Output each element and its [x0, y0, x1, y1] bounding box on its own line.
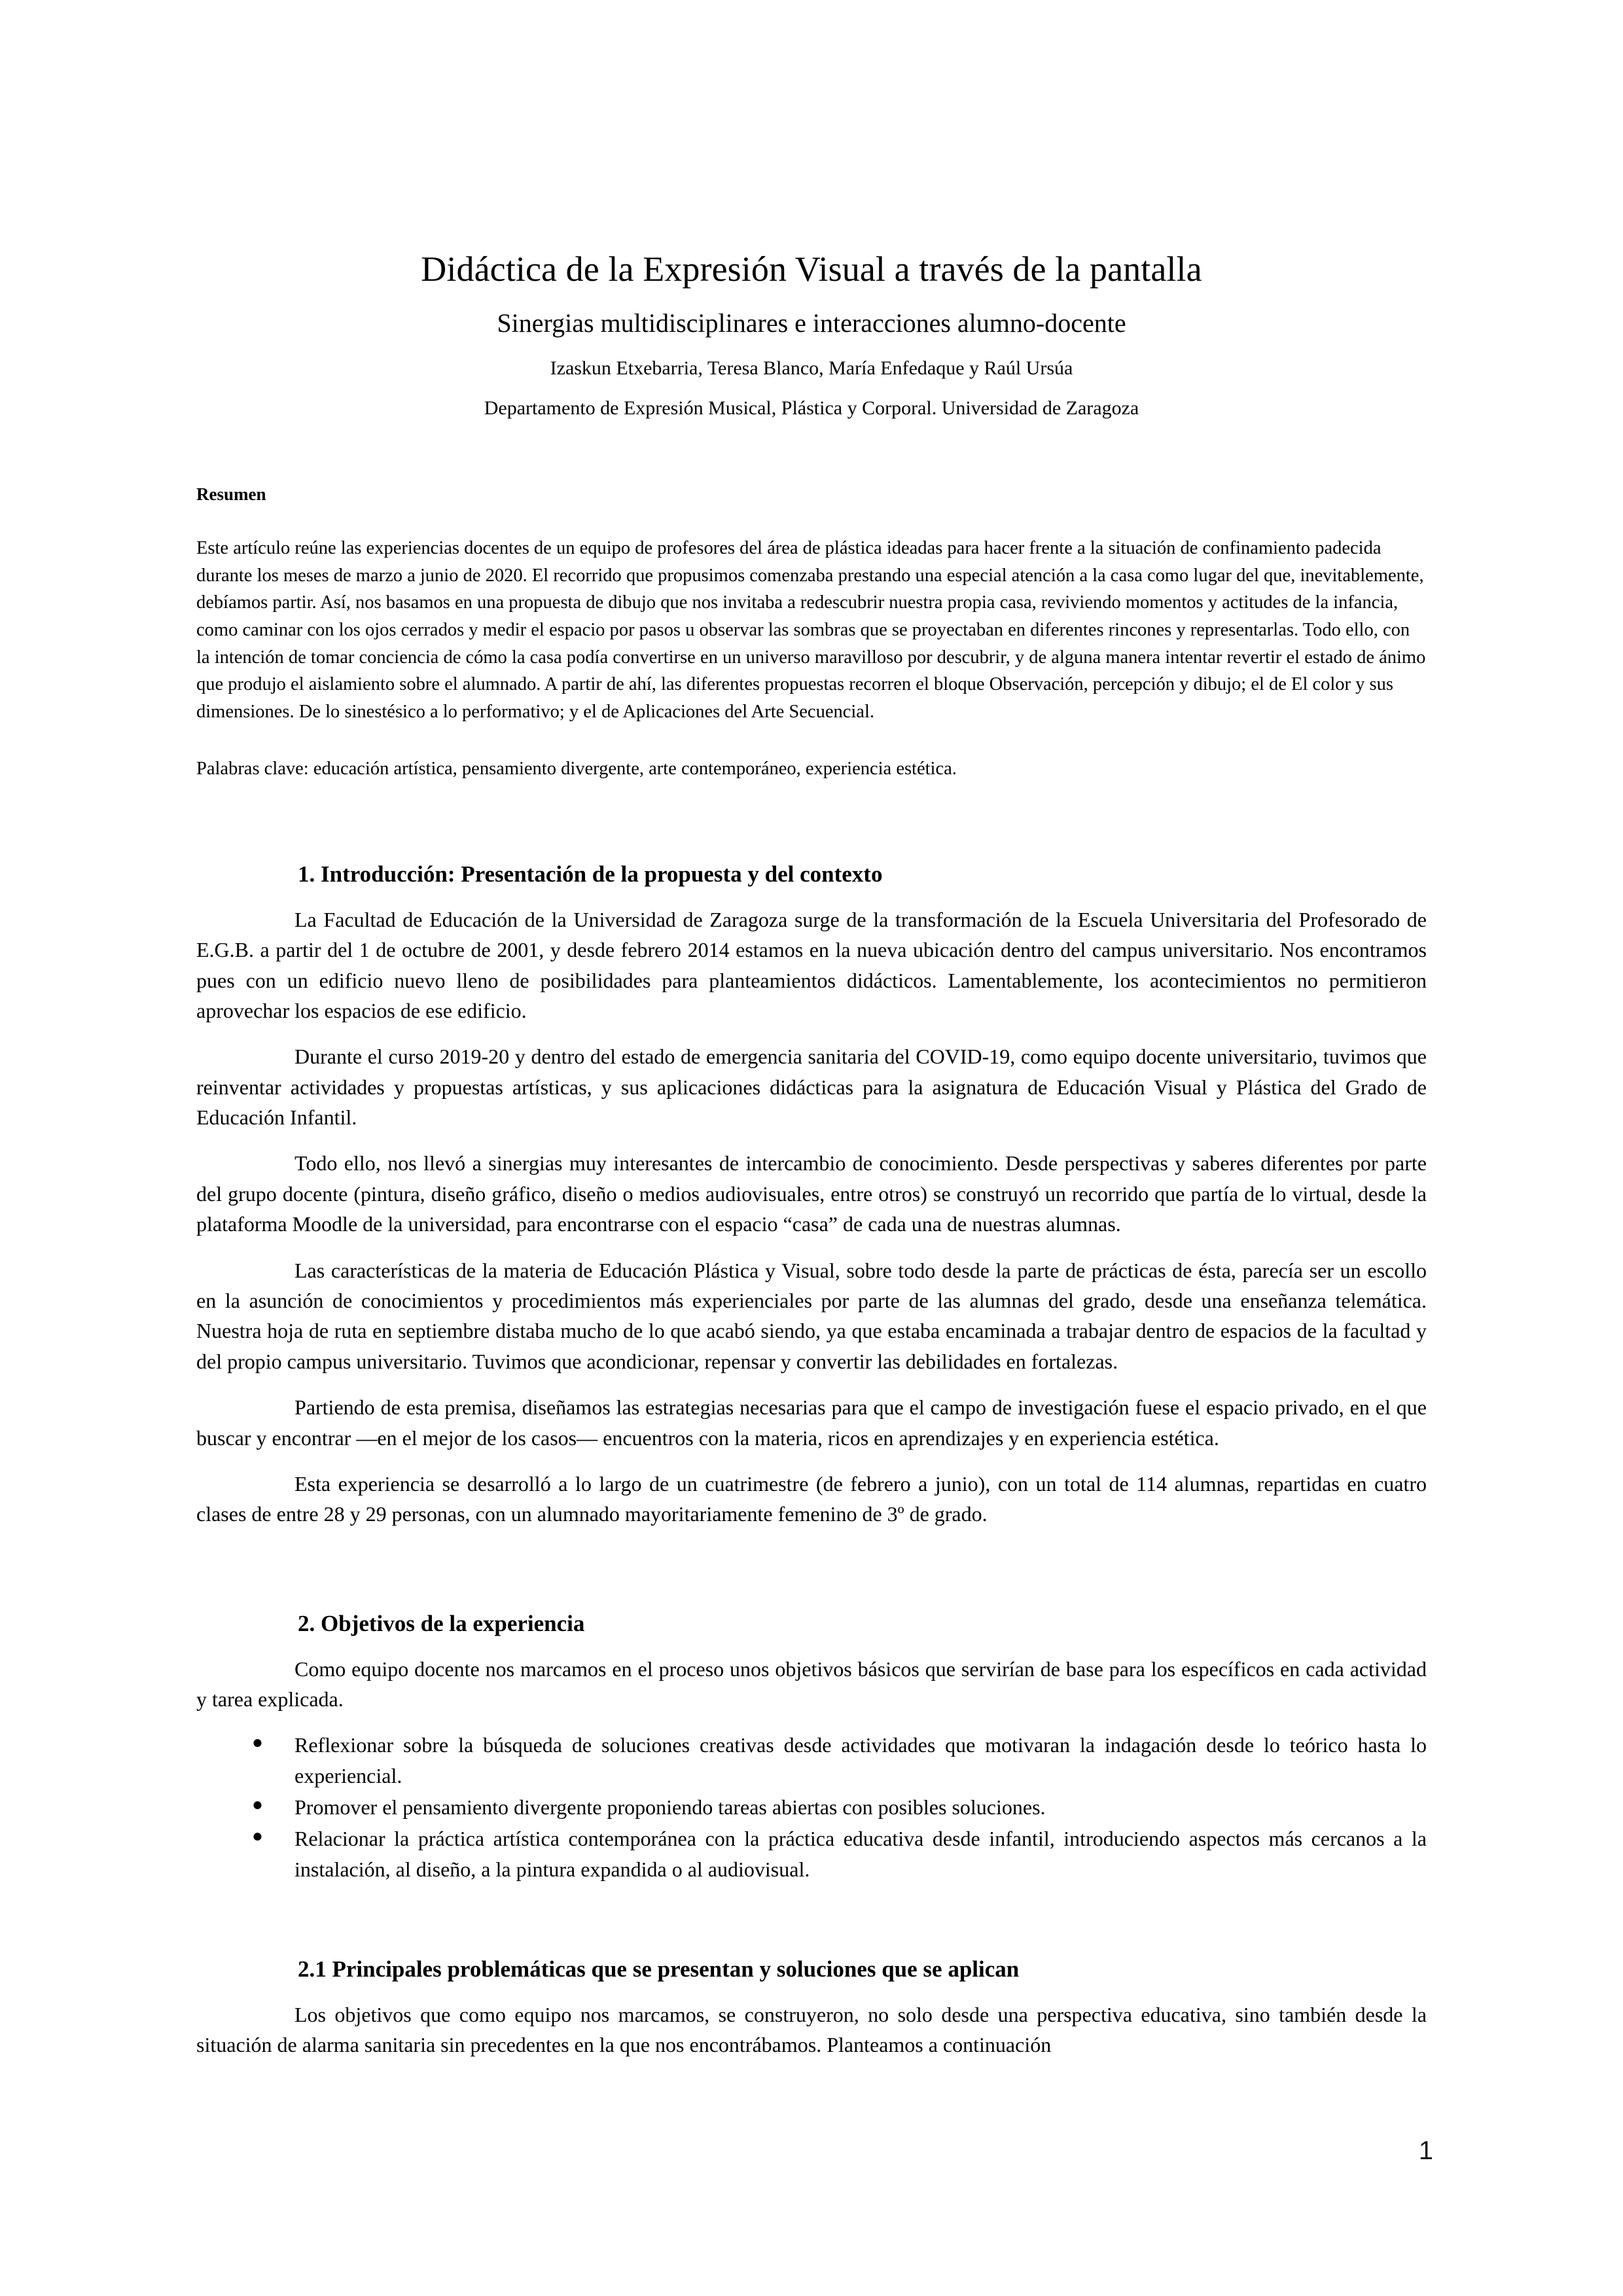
- page-content: [196, 0, 1427, 2060]
- section-heading-problems: 2.1 Principales problemáticas que se presentan y soluciones que se aplican: [298, 1956, 1020, 1982]
- section-heading-introduction: 1. Introducción: Presentación de la propuesta y del contexto: [298, 861, 883, 887]
- list-item: [196, 1792, 1427, 1822]
- section-objectives: [196, 1609, 1427, 1884]
- document-subtitle: Sinergias multidisciplinares e interacciones alumno-docente: [497, 308, 1126, 338]
- section-introduction: [196, 860, 1427, 1530]
- list-item: [196, 1823, 1427, 1884]
- bullet-icon: ●: [252, 1732, 263, 1753]
- section-heading-objectives: 2. Objetivos de la experiencia: [298, 1610, 585, 1636]
- section-problems: [196, 1955, 1427, 2060]
- paragraph: Durante el curso 2019-20 y dentro del estado de emergencia sanitaria del COVID-19, como equipo docente universitario, tuvimos que reinventar actividades y propuestas artísticas, y sus aplicaciones didácticas para la asignatura de Educación Visual y Plástica del Grado de Educación Infantil.: [196, 1045, 1427, 1130]
- bullet-icon: ●: [252, 1826, 263, 1847]
- list-item-text: Relacionar la práctica artística contemporánea con la práctica educativa desde infantil, introduciendo aspectos más cercanos a la instalación, al diseño, a la pintura expandida o al audiovisual.: [294, 1827, 1427, 1881]
- paragraph: Los objetivos que como equipo nos marcamos, se construyeron, no solo desde una perspectiva educativa, sino también desde la situación de alarma sanitaria sin precedentes en la que nos encontrábamos. Planteamos a continuación: [196, 2003, 1427, 2057]
- document-title: Didáctica de la Expresión Visual a través de la pantalla: [421, 249, 1202, 289]
- paragraph: Partiendo de esta premisa, diseñamos las estrategias necesarias para que el campo de investigación fuese el espacio privado, en el que buscar y encontrar —en el mejor de los casos— encuentros con la materia, ricos en aprendizajes y en experiencia estética.: [196, 1395, 1427, 1450]
- abstract-heading: Resumen: [196, 484, 266, 504]
- bullet-icon: ●: [252, 1795, 263, 1816]
- objectives-list: [196, 1730, 1427, 1884]
- paragraph: Todo ello, nos llevó a sinergias muy interesantes de intercambio de conocimiento. Desde perspectivas y saberes diferentes por parte del grupo docente (pintura, diseño gráfico, diseño o medios audiovisuales, entre otros) se construyó un recorrido que partía de lo virtual, desde la plataforma Moodle de la universidad, para encontrarse con el espacio “casa” de cada una de nuestras alumnas.: [196, 1151, 1427, 1236]
- paragraph: Esta experiencia se desarrolló a lo largo de un cuatrimestre (de febrero a junio), con un total de 114 alumnas, repartidas en cuatro clases de entre 28 y 29 personas, con un alumnado mayoritariamente femenino de 3º de grado.: [196, 1471, 1427, 1526]
- list-item-text: Reflexionar sobre la búsqueda de soluciones creativas desde actividades que motivaran la indagación desde lo teórico hasta lo experiencial.: [294, 1733, 1427, 1787]
- keywords-line: Palabras clave: educación artística, pensamiento divergente, arte contemporáneo, experiencia estética.: [196, 759, 957, 780]
- affiliation: Departamento de Expresión Musical, Plástica y Corporal. Universidad de Zaragoza: [484, 397, 1139, 420]
- author-list: Izaskun Etxebarria, Teresa Blanco, María Enfedaque y Raúl Ursúa: [550, 357, 1073, 379]
- list-item-text: Promover el pensamiento divergente proponiendo tareas abiertas con posibles soluciones.: [294, 1795, 1046, 1820]
- paragraph: Como equipo docente nos marcamos en el proceso unos objetivos básicos que servirían de base para los específicos en cada actividad y tarea explicada.: [196, 1657, 1427, 1711]
- page-number: 1: [1418, 2136, 1433, 2165]
- title-block: [196, 0, 1427, 421]
- abstract-section: [196, 484, 1427, 783]
- list-item: [196, 1730, 1427, 1791]
- paragraph: La Facultad de Educación de la Universidad de Zaragoza surge de la transformación de la Escuela Universitaria del Profesorado de E.G.B. a partir del 1 de octubre de 2001, y desde febrero 2014 estamos en la nueva ubicación dentro del campus universitario. Nos encontramos pues con un edificio nuevo lleno de posibilidades para planteamientos didácticos. Lamentablemente, los acontecimientos no permitieron aprovechar los espacios de ese edificio.: [196, 907, 1427, 1022]
- paragraph: Las características de la materia de Educación Plástica y Visual, sobre todo desde la parte de prácticas de ésta, parecía ser un escollo en la asunción de conocimientos y procedimientos más experienciales por parte de las alumnas del grado, desde una enseñanza telemática. Nuestra hoja de ruta en septiembre distaba mucho de lo que acabó siendo, ya que estaba encaminada a trabajar dentro de espacios de la facultad y del propio campus universitario. Tuvimos que acondicionar, repensar y convertir las debilidades en fortalezas.: [196, 1258, 1427, 1373]
- abstract-body: Este artículo reúne las experiencias docentes de un equipo de profesores del área de plástica ideadas para hacer frente a la situación de confinamiento padecida durante los meses de marzo a junio de 2020. El recorrido que propusimos comenzaba prestando una especial atención a la casa como lugar del que, inevitablemente, debíamos partir. Así, nos basamos en una propuesta de dibujo que nos invitaba a redescubrir nuestra propia casa, reviviendo momentos y actitudes de la infancia, como caminar con los ojos cerrados y medir el espacio por pasos u observar las sombras que se proyectaban en diferentes rincones y representarlas. Todo ello, con la intención de tomar conciencia de cómo la casa podía convertirse en un universo maravilloso por descubrir, y de alguna manera intentar revertir el estado de ánimo que produjo el aislamiento sobre el alumnado. A partir de ahí, las diferentes propuestas recorren el bloque Observación, percepción y dibujo; el de El color y sus dimensiones. De lo sinestésico a lo performativo; y el de Aplicaciones del Arte Secuencial.: [196, 538, 1426, 722]
